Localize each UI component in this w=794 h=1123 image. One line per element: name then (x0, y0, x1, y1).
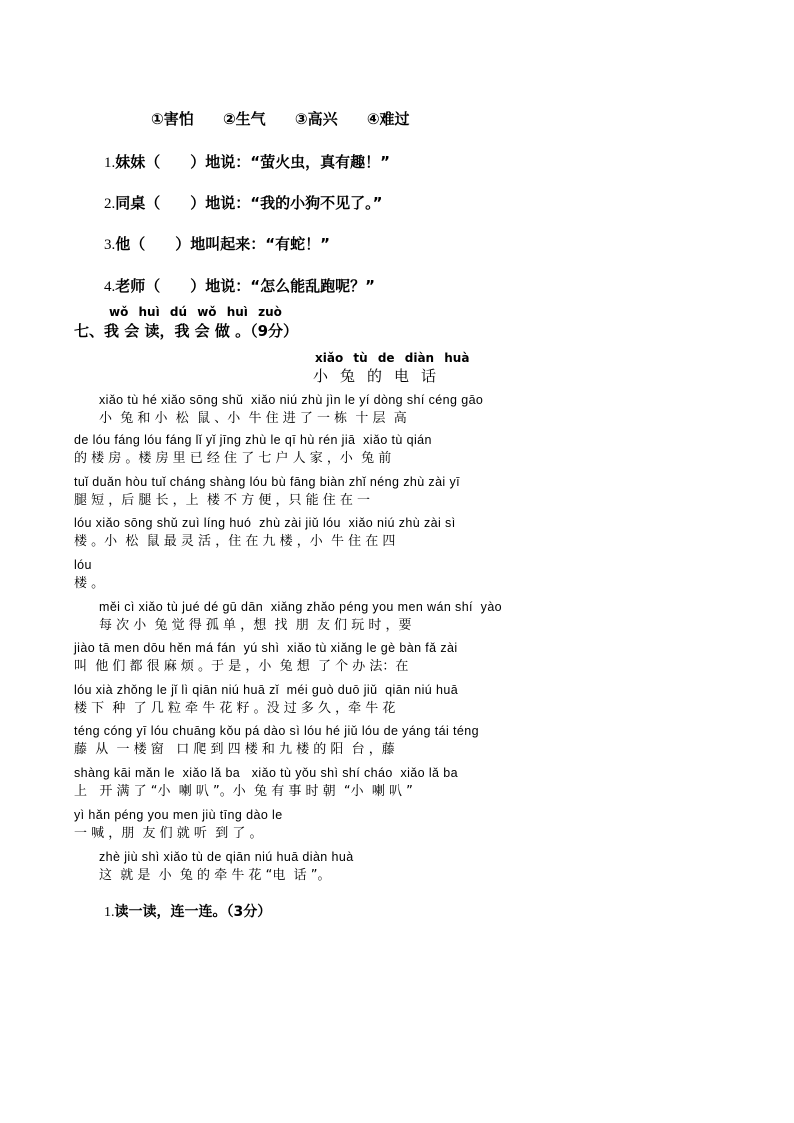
pinyin-row: de lóu fáng lóu fáng lǐ yǐ jīng zhù le qī hù rén jiā xiǎo tù qián (74, 433, 432, 447)
pinyin-row: yì hǎn péng you men jiù tīng dào le (74, 808, 283, 822)
question-number: 4. (104, 279, 116, 295)
hanzi-row: 楼 。小 松 鼠 最 灵 活 ，住 在 九 楼 ，小 牛 住 在 四 (74, 534, 396, 549)
question-number: 2. (104, 196, 116, 212)
subquestion-1 (104, 901, 271, 921)
hanzi-row: 的 楼 房 。楼 房 里 已 经 住 了 七 户 人 家 ，小 兔 前 (74, 451, 392, 466)
story-line-9 (74, 724, 729, 757)
hanzi-row: 上 开 满 了 “小 喇 叭 ”。小 兔 有 事 时 朝 “小 喇 叭 ” (74, 784, 413, 799)
question-text: 老师（ ）地说：“怎么能乱跑呢？” (115, 277, 375, 295)
section-pinyin: wǒ huì dú wǒ huì zuò (109, 305, 282, 319)
story-title: 小兔的电话 (313, 367, 449, 385)
question-3 (104, 233, 330, 254)
section-title: 七、我 会 读，我 会 做 。（9分） (74, 322, 299, 340)
story-line-8 (74, 683, 729, 716)
pinyin-row: lóu (74, 558, 92, 572)
story-line-1 (99, 393, 754, 426)
hanzi-row: 楼 下 种 了 几 粒 牵 牛 花 籽 。没 过 多 久 ，牵 牛 花 (74, 701, 396, 716)
hanzi-row: 小 兔 和 小 松 鼠 、小 牛 住 进 了 一 栋 十 层 高 (99, 411, 407, 426)
hanzi-row: 楼 。 (74, 576, 105, 591)
pinyin-row: shàng kāi mǎn le xiǎo lǎ ba xiǎo tù yǒu shì shí cháo xiǎo lǎ ba (74, 766, 458, 780)
question-1 (104, 151, 390, 172)
pinyin-row: jiào tā men dōu hěn má fán yú shì xiǎo tù xiǎng le gè bàn fǎ zài (74, 641, 458, 655)
answer-options (151, 108, 434, 129)
pinyin-row: tuǐ duǎn hòu tuǐ cháng shàng lóu bù fāng biàn zhǐ néng zhù zài yī (74, 475, 460, 489)
pinyin-row: téng cóng yī lóu chuāng kǒu pá dào sì lóu hé jiǔ lóu de yáng tái téng (74, 724, 479, 738)
option-3: ③高兴 (294, 110, 338, 128)
hanzi-row: 腿 短 ，后 腿 长 ，上 楼 不 方 便 ，只 能 住 在 一 (74, 493, 370, 508)
hanzi-row: 这 就 是 小 兔 的 牵 牛 花 “电 话 ”。 (99, 868, 331, 883)
hanzi-row: 叫 他 们 都 很 麻 烦 。于 是 ，小 兔 想 了 个 办 法：在 (74, 659, 409, 674)
question-4 (104, 275, 375, 296)
story-line-5 (74, 558, 729, 591)
pinyin-row: zhè jiù shì xiǎo tù de qiān niú huā diàn huà (99, 850, 354, 864)
pinyin-row: lóu xiǎo sōng shǔ zuì líng huó zhù zài jiǔ lóu xiǎo niú zhù zài sì (74, 516, 456, 530)
story-line-2 (74, 433, 729, 466)
pinyin-row: měi cì xiǎo tù jué dé gū dān xiǎng zhǎo péng you men wán shí yào (99, 600, 503, 614)
option-4: ④难过 (366, 110, 410, 128)
story-line-4 (74, 516, 729, 549)
subquestion-number: 1. (104, 905, 115, 920)
story-line-3 (74, 475, 729, 508)
pinyin-row: xiǎo tù hé xiǎo sōng shǔ xiǎo niú zhù jìn le yí dòng shí céng gāo (99, 393, 484, 407)
story-line-11 (74, 808, 729, 841)
hanzi-row: 每 次 小 兔 觉 得 孤 单 ，想 找 朋 友 们 玩 时 ，要 (99, 618, 412, 633)
question-text: 他（ ）地叫起来：“有蛇！” (115, 235, 330, 253)
story-line-10 (74, 766, 729, 799)
story-line-12 (99, 850, 754, 883)
hanzi-row: 一 喊 ，朋 友 们 就 听 到 了 。 (74, 826, 263, 841)
question-number: 3. (104, 237, 116, 253)
option-2: ②生气 (222, 110, 266, 128)
question-2 (104, 192, 382, 213)
story-title-pinyin: xiǎo tù de diàn huà (315, 351, 470, 365)
pinyin-row: lóu xià zhǒng le jǐ lì qiān niú huā zǐ méi guò duō jiǔ qiān niú huā (74, 683, 459, 697)
subquestion-text: 读一读，连一连。（3分） (114, 904, 272, 920)
story-line-6 (99, 600, 754, 633)
question-text: 同桌（ ）地说：“我的小狗不见了。” (115, 194, 383, 212)
story-line-7 (74, 641, 729, 674)
question-number: 1. (104, 155, 116, 171)
question-text: 妹妹（ ）地说：“萤火虫，真有趣！” (115, 153, 390, 171)
hanzi-row: 藤 从 一 楼 窗 口 爬 到 四 楼 和 九 楼 的 阳 台 ，藤 (74, 742, 395, 757)
option-1: ①害怕 (151, 110, 194, 128)
